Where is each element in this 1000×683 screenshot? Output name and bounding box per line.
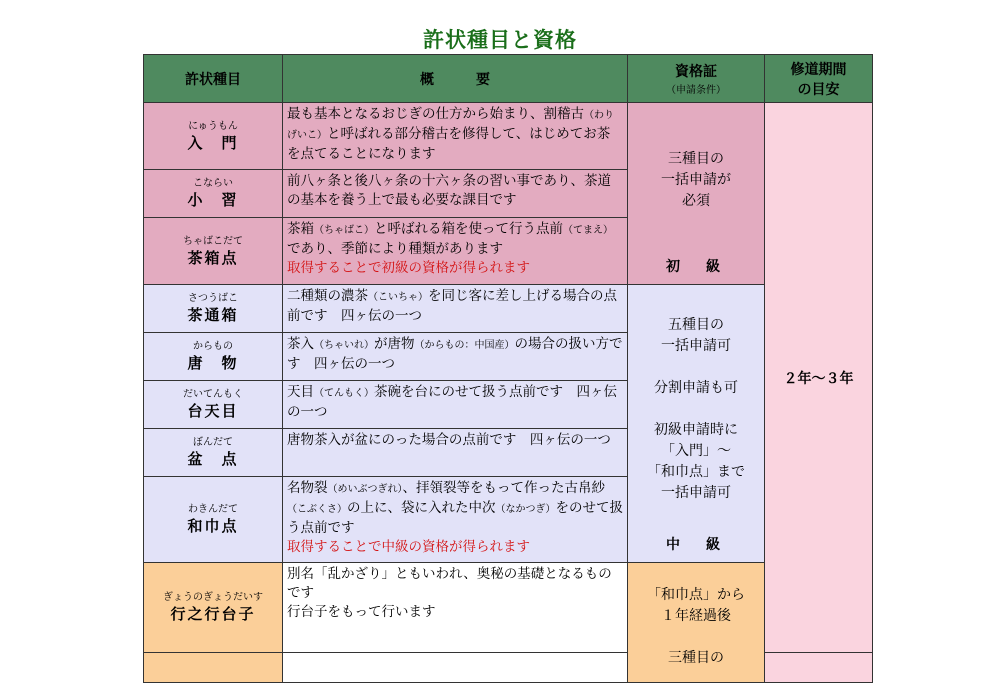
condition-line: １年経過後 [661, 608, 731, 624]
license-name: 入 門 [187, 133, 239, 152]
license-name-cell [144, 429, 283, 477]
condition-line [628, 399, 764, 420]
description-text: 唐物茶入が盆にのった場合の点前です 四ヶ伝の一つ [287, 432, 611, 448]
license-name-cell [144, 477, 283, 563]
description-text: 茶入 [287, 336, 314, 352]
license-name: 台天目 [187, 402, 239, 420]
description-text: 茶碗を台にのせて扱う点前です 四ヶ伝の一つ [287, 384, 617, 420]
description-text: の場合の扱い方です 四ヶ伝の一つ [287, 336, 623, 372]
condition-line: 五種目の [668, 317, 724, 333]
license-name-cell [144, 653, 283, 683]
description-text: 最も基本となるおじぎの仕方から始まり、割稽古 [287, 106, 584, 122]
condition-line: 分割申請も可 [654, 380, 738, 396]
reading-annotation: （こいちゃ） [368, 292, 428, 303]
condition-line: 必須 [682, 193, 710, 209]
condition-line: 「和巾点」まで [647, 464, 745, 480]
description-text: 前八ヶ条と後八ヶ条の十六ヶ条の習い事であり、茶道の基本を養う上で最も必要な課目です [287, 173, 611, 208]
license-name: 唐 物 [187, 354, 239, 372]
description-text: と呼ばれる箱を使って行う点前 [374, 221, 563, 237]
license-name-cell [144, 381, 283, 429]
license-name: 茶通箱 [187, 306, 239, 324]
condition-line [628, 357, 764, 378]
license-name-cell [144, 563, 283, 653]
license-name: 小 習 [187, 191, 239, 209]
header-qualification-sub: （申請条件） [666, 85, 726, 96]
description-text: を同じ客に差し上げる場合の点前です 四ヶ伝の一つ [287, 288, 617, 324]
header-qualification-label: 資格証 [675, 64, 717, 80]
page-title: 許状種目と資格 [423, 28, 577, 52]
license-description [283, 381, 628, 429]
header-license-type: 許状種目 [144, 55, 283, 103]
reading-annotation: （ちゃいれ） [314, 340, 374, 351]
description-text: 別名「乱かざり」ともいわれ、奥秘の基礎となるものです [287, 566, 612, 601]
description-text: をのせて扱う点前です [287, 500, 623, 536]
license-description [283, 170, 628, 218]
description-text: 天目 [287, 384, 314, 400]
license-ruby: ぎょうのぎょうだいす [163, 592, 263, 603]
license-name-cell [144, 218, 283, 285]
description-text: 行台子をもって行います [287, 604, 436, 620]
reading-annotation: （こぶくさ） [287, 504, 347, 515]
description-text: が唐物 [374, 336, 415, 352]
license-ruby: ちゃばこだて [183, 235, 243, 247]
license-name: 行之行台子 [170, 605, 256, 623]
license-name: 和巾点 [187, 517, 239, 535]
condition-line: 「和巾点」から [647, 587, 745, 603]
header-period-line2: の目安 [797, 81, 840, 98]
license-ruby: からもの [193, 341, 233, 352]
header-qualification [628, 55, 765, 103]
header-summary: 概 要 [283, 55, 628, 103]
license-description [283, 429, 628, 477]
description-text: と呼ばれる部分稽古を修得して、はじめてお茶を点てることになります [287, 126, 611, 162]
reading-annotation: （めいぶつぎれ） [327, 484, 403, 495]
license-name-cell [144, 170, 283, 218]
period-cell: ２年～３年 [765, 103, 873, 653]
condition-line: 一括申請可 [661, 485, 731, 501]
condition-beginner-lines [628, 149, 764, 212]
license-name: 盆 点 [187, 450, 239, 468]
license-ruby: ぼんだて [193, 437, 233, 448]
license-ruby: さつうばこ [188, 293, 238, 304]
license-description [283, 653, 628, 683]
license-table [143, 54, 873, 683]
period-cell-next [765, 653, 873, 683]
license-ruby: にゅうもん [188, 120, 238, 132]
condition-intermediate [628, 285, 765, 563]
condition-advanced [628, 563, 765, 683]
header-period-line1: 修道期間 [790, 61, 847, 78]
condition-line [628, 627, 764, 648]
description-text: 、拝領裂等をもって作った古帛紗 [402, 480, 605, 496]
license-name: 茶箱点 [187, 248, 239, 267]
reading-annotation: （なかつぎ） [495, 504, 556, 515]
condition-line: 三種目の [668, 151, 724, 167]
description-text: の上に、袋に入れた中次 [347, 500, 496, 516]
table-row [144, 563, 873, 653]
license-description [283, 477, 628, 563]
condition-intermediate-lines [628, 315, 764, 504]
description-text: 名物裂 [287, 480, 328, 496]
license-ruby: だいてんもく [183, 389, 243, 400]
condition-advanced-lines [628, 563, 764, 669]
condition-beginner [628, 103, 765, 285]
table-row [144, 103, 873, 170]
description-text: であり、季節により種類があります [287, 241, 503, 257]
qualification-note: 取得することで中級の資格が得られます [287, 539, 530, 555]
reading-annotation: （てまえ） [563, 225, 613, 236]
license-name-cell [144, 103, 283, 170]
license-description [283, 285, 628, 333]
reading-annotation: （てんもく） [314, 388, 374, 399]
qualification-note: 取得することで初級の資格が得られます [287, 260, 530, 276]
condition-line: 三種目の [668, 650, 724, 666]
reading-annotation: （ちゃばこ） [314, 225, 374, 236]
condition-line: 初級申請時に [654, 422, 738, 438]
license-name-cell [144, 285, 283, 333]
license-description [283, 333, 628, 381]
license-name-cell [144, 333, 283, 381]
condition-line: 一括申請が [661, 172, 731, 188]
grade-intermediate: 中 級 [666, 537, 726, 553]
license-description [283, 218, 628, 285]
grade-beginner: 初 級 [666, 259, 726, 275]
license-ruby: わきんだて [188, 504, 238, 515]
reading-annotation: （わりげいこ） [287, 110, 614, 141]
license-ruby: こならい [193, 178, 233, 189]
header-period [765, 55, 873, 103]
description-text: 二種類の濃茶 [287, 288, 368, 304]
description-text: 茶箱 [287, 221, 314, 237]
license-description [283, 103, 628, 170]
condition-line: 「入門」～ [661, 443, 731, 459]
license-description [283, 563, 628, 653]
header-row [144, 55, 873, 103]
reading-annotation: （からもの：中国産） [414, 340, 515, 351]
table-row [144, 285, 873, 333]
condition-line: 一括申請可 [661, 338, 731, 354]
